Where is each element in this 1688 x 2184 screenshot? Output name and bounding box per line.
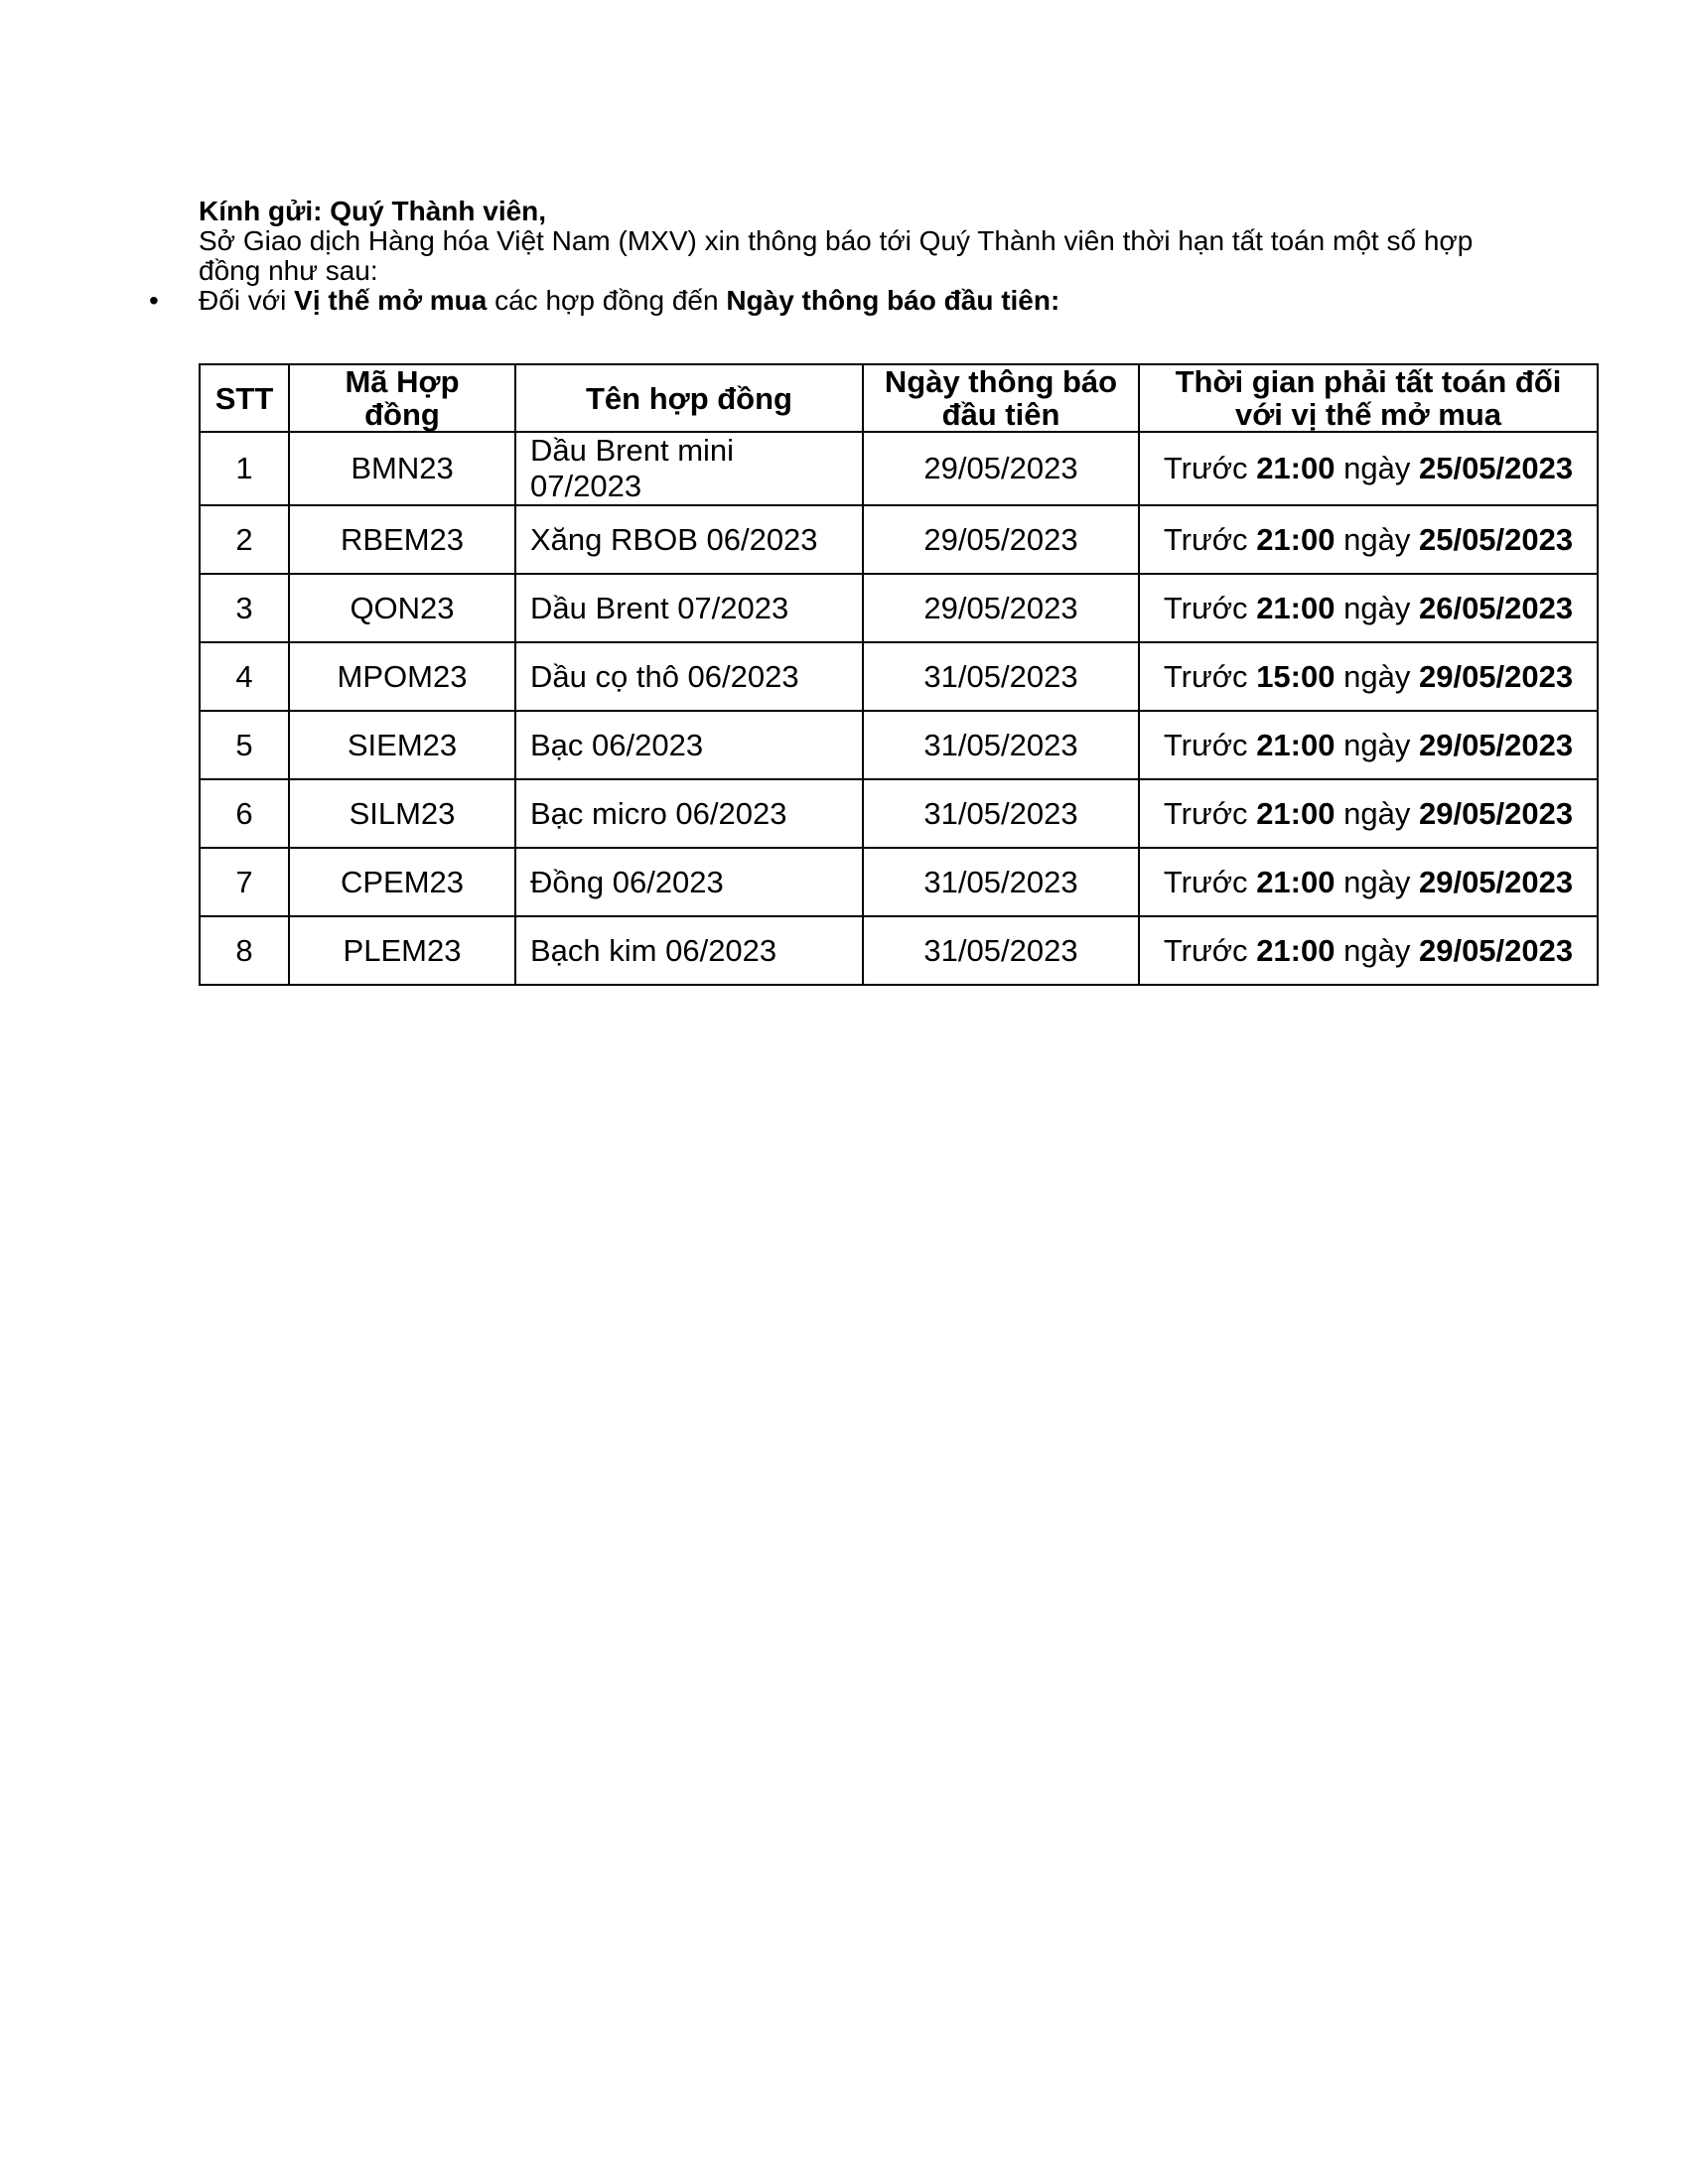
deadline-day-word: ngày [1343, 658, 1411, 694]
cell-stt: 1 [200, 432, 289, 505]
cell-contract-code: PLEM23 [289, 916, 515, 985]
deadline-day-word: ngày [1343, 590, 1411, 625]
deadline-time: 21:00 [1256, 932, 1336, 968]
header-first-notice-date: Ngày thông báo đầu tiên [863, 364, 1139, 432]
cell-settlement-deadline [1139, 779, 1598, 848]
table-row [200, 642, 1598, 711]
deadline-date: 29/05/2023 [1418, 864, 1574, 899]
bullet-middle: các hợp đồng đến [487, 285, 727, 316]
contracts-table [199, 363, 1599, 986]
cell-stt: 6 [200, 779, 289, 848]
table-body [200, 432, 1598, 985]
cell-settlement-deadline [1139, 642, 1598, 711]
cell-stt: 3 [200, 574, 289, 642]
deadline-time: 15:00 [1256, 658, 1336, 694]
deadline-date: 29/05/2023 [1418, 658, 1574, 694]
table-row [200, 779, 1598, 848]
bullet-bold-1: Vị thế mở mua [294, 285, 488, 316]
deadline-date: 26/05/2023 [1418, 590, 1574, 625]
table-row [200, 432, 1598, 505]
deadline-before-word: Trước [1163, 727, 1248, 762]
deadline-before-word: Trước [1163, 521, 1248, 557]
cell-first-notice-date: 31/05/2023 [863, 848, 1139, 916]
cell-stt: 8 [200, 916, 289, 985]
cell-contract-code: BMN23 [289, 432, 515, 505]
greeting [199, 197, 1489, 226]
cell-contract-code: SILM23 [289, 779, 515, 848]
deadline-time: 21:00 [1256, 451, 1336, 485]
cell-contract-code: SIEM23 [289, 711, 515, 779]
cell-contract-name: Bạc 06/2023 [515, 711, 863, 779]
body-line-2: đồng như sau: [199, 255, 378, 286]
deadline-before-word: Trước [1163, 932, 1248, 968]
cell-settlement-deadline [1139, 505, 1598, 574]
cell-settlement-deadline [1139, 432, 1598, 505]
cell-stt: 2 [200, 505, 289, 574]
cell-first-notice-date: 31/05/2023 [863, 642, 1139, 711]
cell-stt: 7 [200, 848, 289, 916]
header-contract-code: Mã Hợp đồng [289, 364, 515, 432]
deadline-before-word: Trước [1163, 590, 1248, 625]
deadline-day-word: ngày [1343, 521, 1411, 557]
cell-contract-code: MPOM23 [289, 642, 515, 711]
cell-settlement-deadline [1139, 711, 1598, 779]
letter-intro [149, 196, 1489, 316]
cell-contract-code: RBEM23 [289, 505, 515, 574]
cell-contract-name: Xăng RBOB 06/2023 [515, 505, 863, 574]
deadline-time: 21:00 [1256, 590, 1336, 625]
body-line-1: Sở Giao dịch Hàng hóa Việt Nam (MXV) xin thông báo tới Quý Thành viên thời hạn tất toán một số hợp [199, 225, 1474, 256]
cell-contract-code: CPEM23 [289, 848, 515, 916]
table-row [200, 574, 1598, 642]
cell-stt: 4 [200, 642, 289, 711]
deadline-time: 21:00 [1256, 727, 1336, 762]
greeting-text: Kính gửi: Quý Thành viên, [199, 196, 547, 226]
cell-first-notice-date: 29/05/2023 [863, 574, 1139, 642]
cell-first-notice-date: 29/05/2023 [863, 505, 1139, 574]
deadline-time: 21:00 [1256, 864, 1336, 899]
deadline-date: 29/05/2023 [1418, 727, 1574, 762]
table-header-row [200, 364, 1598, 432]
cell-settlement-deadline [1139, 848, 1598, 916]
deadline-day-word: ngày [1343, 451, 1411, 485]
deadline-time: 21:00 [1256, 521, 1336, 557]
bullet-item [149, 285, 1489, 316]
deadline-before-word: Trước [1163, 658, 1248, 694]
deadline-date: 29/05/2023 [1418, 932, 1574, 968]
cell-stt: 5 [200, 711, 289, 779]
cell-contract-code: QON23 [289, 574, 515, 642]
deadline-time: 21:00 [1256, 795, 1336, 831]
cell-first-notice-date: 31/05/2023 [863, 916, 1139, 985]
cell-contract-name: Dầu Brent mini 07/2023 [515, 432, 863, 505]
deadline-date: 25/05/2023 [1418, 451, 1574, 485]
cell-contract-name: Dầu Brent 07/2023 [515, 574, 863, 642]
cell-first-notice-date: 29/05/2023 [863, 432, 1139, 505]
table-row [200, 848, 1598, 916]
bullet-icon: • [149, 285, 159, 316]
cell-first-notice-date: 31/05/2023 [863, 779, 1139, 848]
cell-contract-name: Bạc micro 06/2023 [515, 779, 863, 848]
deadline-day-word: ngày [1343, 795, 1411, 831]
deadline-day-word: ngày [1343, 932, 1411, 968]
header-contract-name: Tên hợp đồng [515, 364, 863, 432]
cell-settlement-deadline [1139, 574, 1598, 642]
header-stt: STT [200, 364, 289, 432]
deadline-day-word: ngày [1343, 727, 1411, 762]
table-row [200, 916, 1598, 985]
bullet-prefix: Đối với [199, 285, 295, 316]
cell-first-notice-date: 31/05/2023 [863, 711, 1139, 779]
deadline-before-word: Trước [1163, 451, 1248, 485]
deadline-date: 25/05/2023 [1418, 521, 1574, 557]
deadline-before-word: Trước [1163, 864, 1248, 899]
deadline-date: 29/05/2023 [1418, 795, 1574, 831]
cell-contract-name: Đồng 06/2023 [515, 848, 863, 916]
table-row [200, 505, 1598, 574]
table-row [200, 711, 1598, 779]
bullet-bold-2: Ngày thông báo đầu tiên: [726, 285, 1060, 316]
header-settlement-deadline: Thời gian phải tất toán đối với vị thế mở mua [1139, 364, 1598, 432]
deadline-day-word: ngày [1343, 864, 1411, 899]
cell-contract-name: Bạch kim 06/2023 [515, 916, 863, 985]
deadline-before-word: Trước [1163, 795, 1248, 831]
cell-settlement-deadline [1139, 916, 1598, 985]
cell-contract-name: Dầu cọ thô 06/2023 [515, 642, 863, 711]
